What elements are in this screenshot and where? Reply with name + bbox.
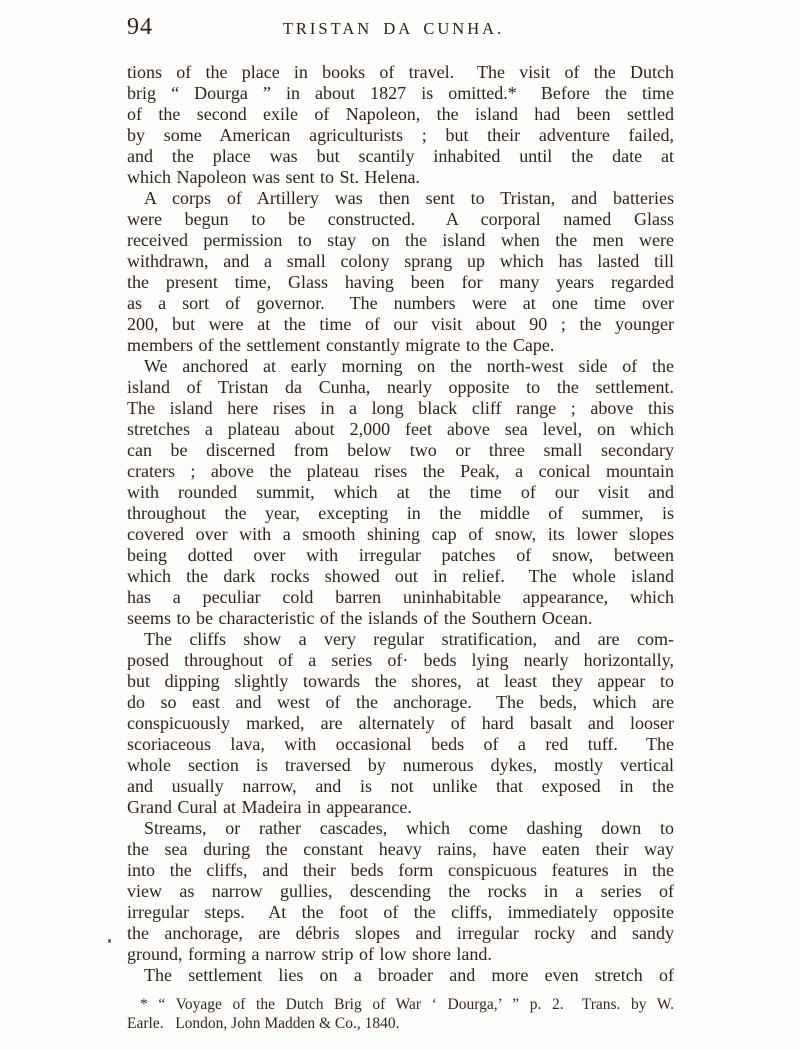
paragraph [127, 356, 674, 629]
text-line: The island here rises in a long black cliff range ; above this [127, 398, 674, 418]
scan-artifact-dot [108, 939, 111, 943]
text-line: and the place was but scantily inhabited until the date at [127, 146, 674, 166]
text-line: can be discerned from below two or three small secondary [127, 440, 674, 460]
footnote-line: * “ Voyage of the Dutch Brig of War ‘ Dourga,’ ” p. 2. Trans. by W. [140, 996, 674, 1013]
text-line: conspicuously marked, are alternately of hard basalt and looser [127, 713, 674, 733]
text-line: which Napoleon was sent to St. Helena. [127, 167, 420, 187]
text-line: as a sort of governor. The numbers were at one time over [127, 293, 674, 313]
text-line: The settlement lies on a broader and more even stretch of [144, 965, 674, 985]
text-line: the sea during the constant heavy rains, have eaten their way [127, 839, 674, 859]
text-line: into the cliffs, and their beds form conspicuous features in the [127, 860, 674, 880]
paragraph [127, 965, 674, 986]
text-line: were begun to be constructed. A corporal named Glass [127, 209, 674, 229]
text-line: throughout the year, excepting in the middle of summer, is [127, 503, 674, 523]
text-line: of the second exile of Napoleon, the island had been settled [127, 104, 674, 124]
page-body [127, 62, 674, 986]
running-title: TRISTAN DA CUNHA. [282, 19, 505, 38]
page-number: 94 [127, 14, 153, 40]
text-line: do so east and west of the anchorage. The beds, which are [127, 692, 674, 712]
text-line: view as narrow gullies, descending the rocks in a series of [127, 881, 674, 901]
text-line: brig “ Dourga ” in about 1827 is omitted.* Before the time [127, 83, 674, 103]
text-line: ground, forming a narrow strip of low shore land. [127, 944, 492, 964]
text-line: posed throughout of a series of· beds lying nearly horizontally, [127, 650, 674, 670]
text-line: 200, but were at the time of our visit about 90 ; the younger [127, 314, 674, 334]
footnote-line: Earle. London, John Madden & Co., 1840. [127, 1015, 400, 1032]
text-line: whole section is traversed by numerous dykes, mostly vertical [127, 755, 674, 775]
page-header [127, 0, 674, 62]
text-line: members of the settlement constantly migrate to the Cape. [127, 335, 555, 355]
text-line: covered over with a smooth shining cap of snow, its lower slopes [127, 524, 674, 544]
text-line: withdrawn, and a small colony sprang up which has lasted till [127, 251, 674, 271]
text-line: seems to be characteristic of the islands of the Southern Ocean. [127, 608, 593, 628]
paragraph [127, 629, 674, 818]
text-line: has a peculiar cold barren uninhabitable appearance, which [127, 587, 674, 607]
text-line: but dipping slightly towards the shores, at least they appear to [127, 671, 674, 691]
text-line: which the dark rocks showed out in relief. The whole island [127, 566, 674, 586]
text-line: craters ; above the plateau rises the Peak, a conical mountain [127, 461, 674, 481]
text-line: by some American agriculturists ; but their adventure failed, [127, 125, 674, 145]
text-line: and usually narrow, and is not unlike that exposed in the [127, 776, 674, 796]
text-line: the present time, Glass having been for many years regarded [127, 272, 674, 292]
paragraph [127, 62, 674, 188]
text-line: Streams, or rather cascades, which come dashing down to [144, 818, 674, 838]
text-line: A corps of Artillery was then sent to Tristan, and batteries [144, 188, 674, 208]
text-column [127, 0, 674, 1033]
paragraph [127, 188, 674, 356]
text-line: The cliffs show a very regular stratification, and are com- [144, 629, 674, 649]
text-line: the anchorage, are débris slopes and irregular rocky and sandy [127, 923, 674, 943]
text-line: received permission to stay on the island when the men were [127, 230, 674, 250]
paragraph [127, 818, 674, 965]
text-line: with rounded summit, which at the time of our visit and [127, 482, 674, 502]
text-line: being dotted over with irregular patches of snow, between [127, 545, 674, 565]
text-line: irregular steps. At the foot of the cliffs, immediately opposite [127, 902, 674, 922]
text-line: island of Tristan da Cunha, nearly opposite to the settlement. [127, 377, 674, 397]
text-line: tions of the place in books of travel. The visit of the Dutch [127, 62, 674, 82]
text-line: scoriaceous lava, with occasional beds of a red tuff. The [127, 734, 674, 754]
footnote [127, 995, 674, 1033]
text-line: stretches a plateau about 2,000 feet above sea level, on which [127, 419, 674, 439]
text-line: We anchored at early morning on the north-west side of the [144, 356, 674, 376]
text-line: Grand Cural at Madeira in appearance. [127, 797, 412, 817]
